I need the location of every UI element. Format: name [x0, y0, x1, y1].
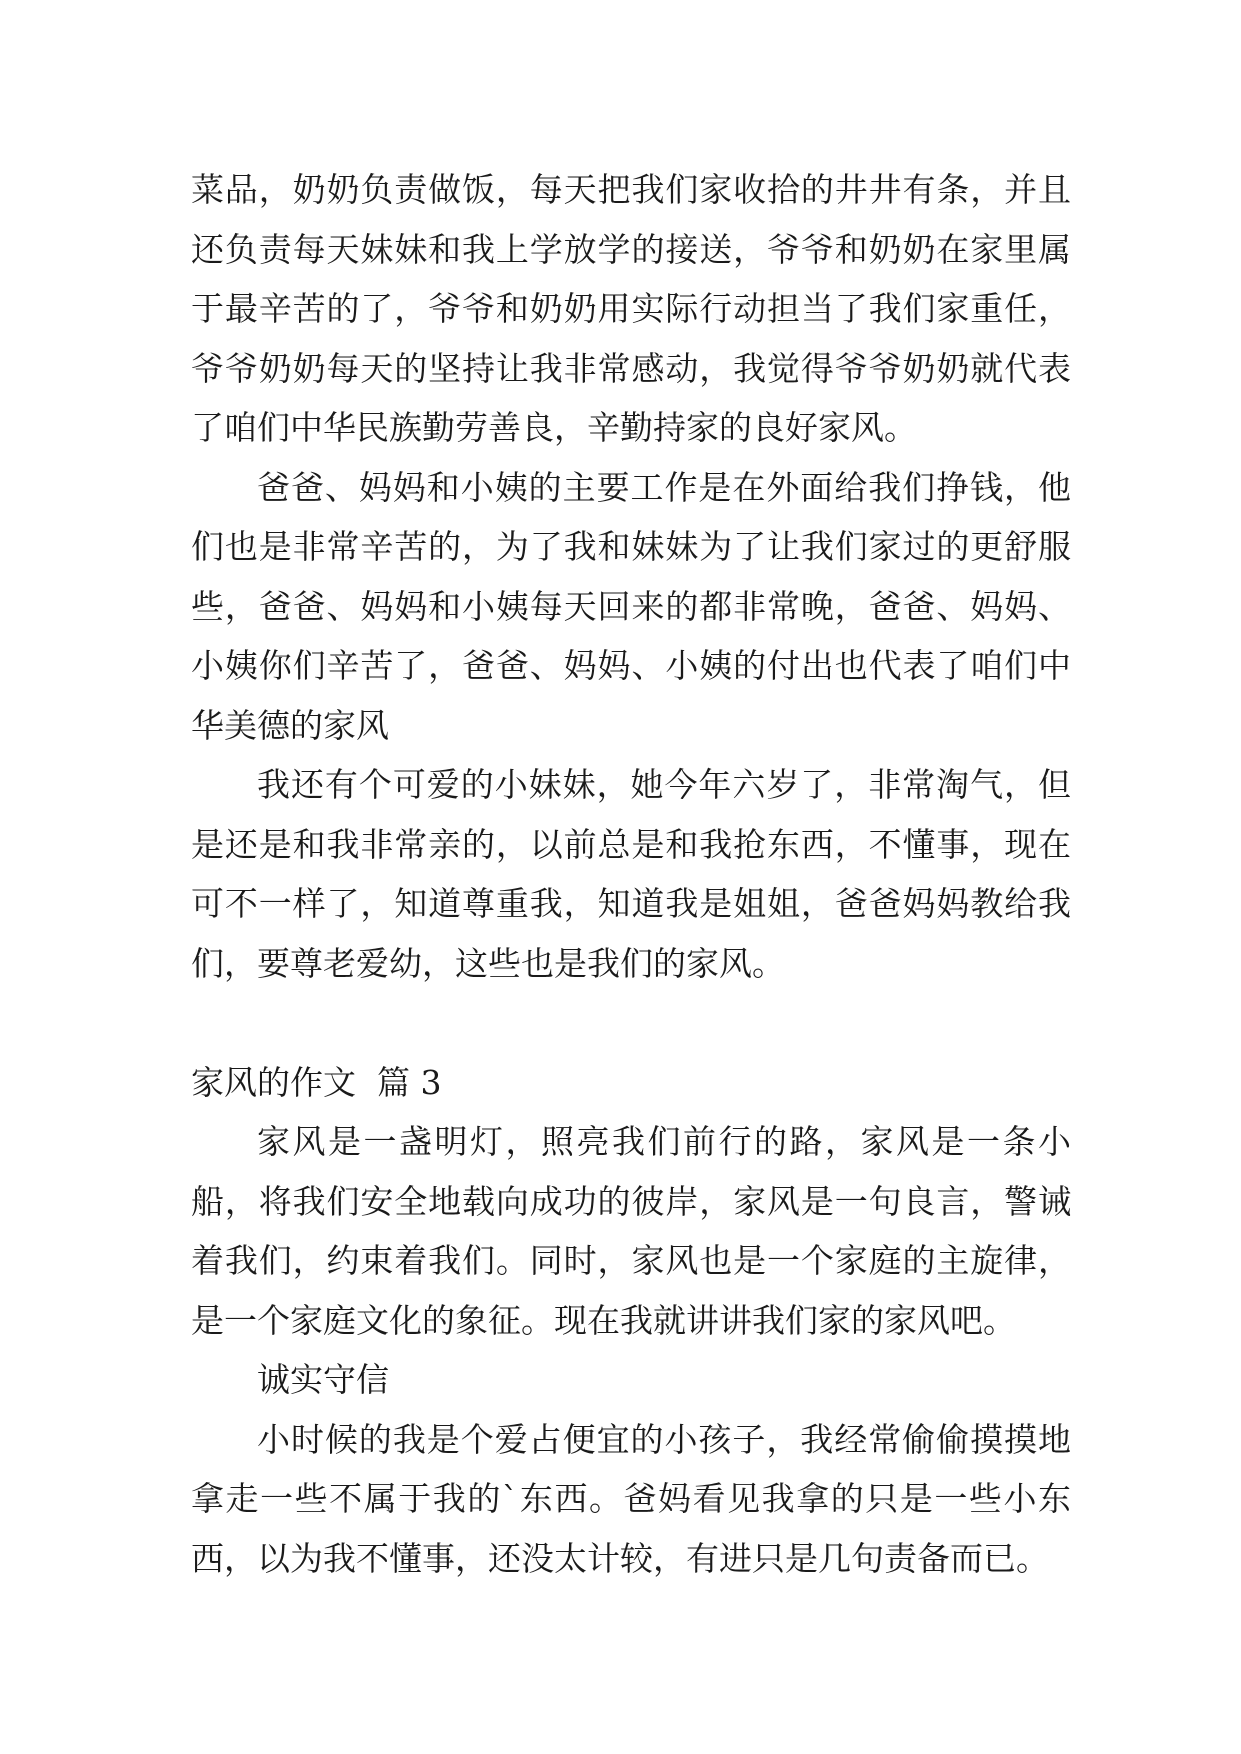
paragraph-childhood: 小时候的我是个爱占便宜的小孩子，我经常偷偷摸摸地拿走一些不属于我的`东西。爸妈看见我拿的只是一些小东西，以为我不懂事，还没太计较，有进只是几句责备而已。: [191, 1419, 1071, 1578]
paragraph-sister: 我还有个可爱的小妹妹，她今年六岁了，非常淘气，但是还是和我非常亲的，以前总是和我抢东西，不懂事，现在可不一样了，知道尊重我，知道我是姐姐，爸爸妈妈教给我们，要尊老爱幼，这些也是我们的家风。: [191, 765, 1071, 983]
section-heading: 家风的作文 篇 3: [191, 1062, 442, 1102]
paragraph-grandparents: 菜品，奶奶负责做饭，每天把我们家收拾的井井有条，并且还负责每天妹妹和我上学放学的接送，爷爷和奶奶在家里属于最辛苦的了，爷爷和奶奶用实际行动担当了我们家重任，爷爷奶奶每天的坚持让我非常感动，我觉得爷爷奶奶就代表了咱们中华民族勤劳善良，辛勤持家的良好家风。: [191, 170, 1071, 447]
paragraph-intro: 家风是一盏明灯，照亮我们前行的路，家风是一条小船，将我们安全地载向成功的彼岸，家风是一句良言，警诫着我们，约束着我们。同时，家风也是一个家庭的主旋律，是一个家庭文化的象征。现在我就讲讲我们家的家风吧。: [191, 1122, 1071, 1340]
document-body: [191, 160, 1071, 1588]
subheading-honesty: 诚实守信: [257, 1360, 389, 1399]
paragraph-parents: 爸爸、妈妈和小姨的主要工作是在外面给我们挣钱，他们也是非常辛苦的，为了我和妹妹为了让我们家过的更舒服些，爸爸、妈妈和小姨每天回来的都非常晚，爸爸、妈妈、小姨你们辛苦了，爸爸、妈妈、小姨的付出也代表了咱们中华美德的家风: [191, 467, 1071, 745]
